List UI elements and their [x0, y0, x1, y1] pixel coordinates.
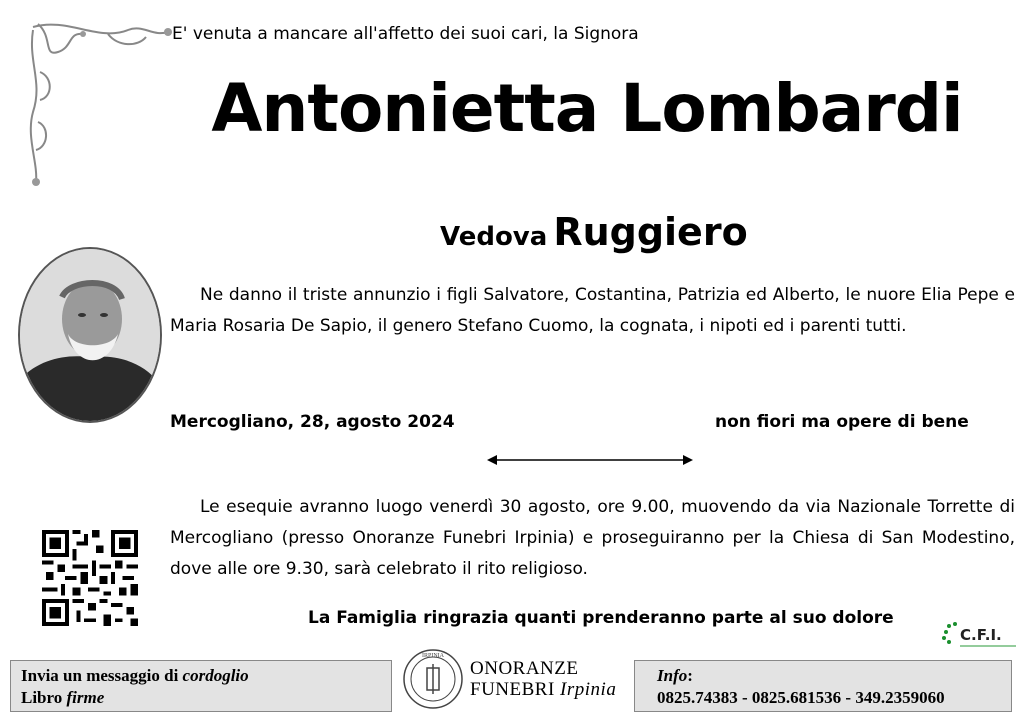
book-em: firme — [66, 688, 105, 707]
funeral-home-seal-icon — [402, 646, 464, 712]
seal-text: IRPINIA — [422, 653, 444, 659]
message-prefix: Invia un messaggio di — [21, 666, 179, 685]
guestbook-link[interactable] — [21, 687, 381, 709]
portrait-photo — [18, 247, 162, 423]
condolence-box[interactable] — [10, 660, 392, 712]
widow-prefix: Vedova — [440, 222, 548, 252]
info-label: Info — [657, 666, 688, 685]
portrait-image — [20, 249, 160, 421]
company-line2b: Irpinia — [560, 679, 617, 700]
info-label-line: Info: — [657, 666, 693, 685]
book-prefix: Libro — [21, 688, 63, 707]
cfi-logo-icon — [940, 620, 1020, 650]
double-arrow-icon — [485, 450, 695, 470]
widow-line — [440, 210, 748, 254]
place-date: Mercogliano, 28, agosto 2024 — [170, 412, 455, 432]
family-thanks: La Famiglia ringrazia quanti prenderanno parte al suo dolore — [308, 608, 894, 628]
company-line2 — [470, 679, 616, 700]
intro-text: E' venuta a mancare all'affetto dei suoi cari, la Signora — [172, 24, 639, 44]
widow-surname: Ruggiero — [553, 210, 748, 254]
message-em: cordoglio — [182, 666, 249, 685]
funeral-details: Le esequie avranno luogo venerdì 30 agosto, ore 9.00, muovendo da via Nazionale Torrette di Mercogliano (presso Onoranze Funebri Irpinia) e proseguiranno per la Chiesa di San Modestino, dove alle ore 9.30, sarà celebrato il rito religioso. — [170, 497, 1015, 579]
company-line1: ONORANZE — [470, 658, 579, 679]
condolence-message-link[interactable] — [21, 665, 381, 687]
flowers-note: non fiori ma opere di bene — [715, 412, 969, 432]
funeral-home-name — [470, 658, 616, 700]
company-line2a: FUNEBRI — [470, 679, 555, 700]
info-box — [634, 660, 1012, 712]
qr-code-icon[interactable] — [42, 530, 138, 626]
announcement-text: Ne danno il triste annunzio i figli Salvatore, Costantina, Patrizia ed Alberto, le nuore Elia Pepe e Maria Rosaria De Sapio, il genero Stefano Cuomo, la cognata, i nipoti ed i parenti tutti. — [170, 285, 1015, 336]
info-phones[interactable] — [657, 687, 1001, 709]
deceased-name: Antonietta Lombardi — [211, 70, 963, 147]
phones-text: 0825.74383 - 0825.681536 - 349.2359060 — [657, 688, 945, 707]
cfi-logo-text: C.F.I. — [960, 626, 1002, 644]
